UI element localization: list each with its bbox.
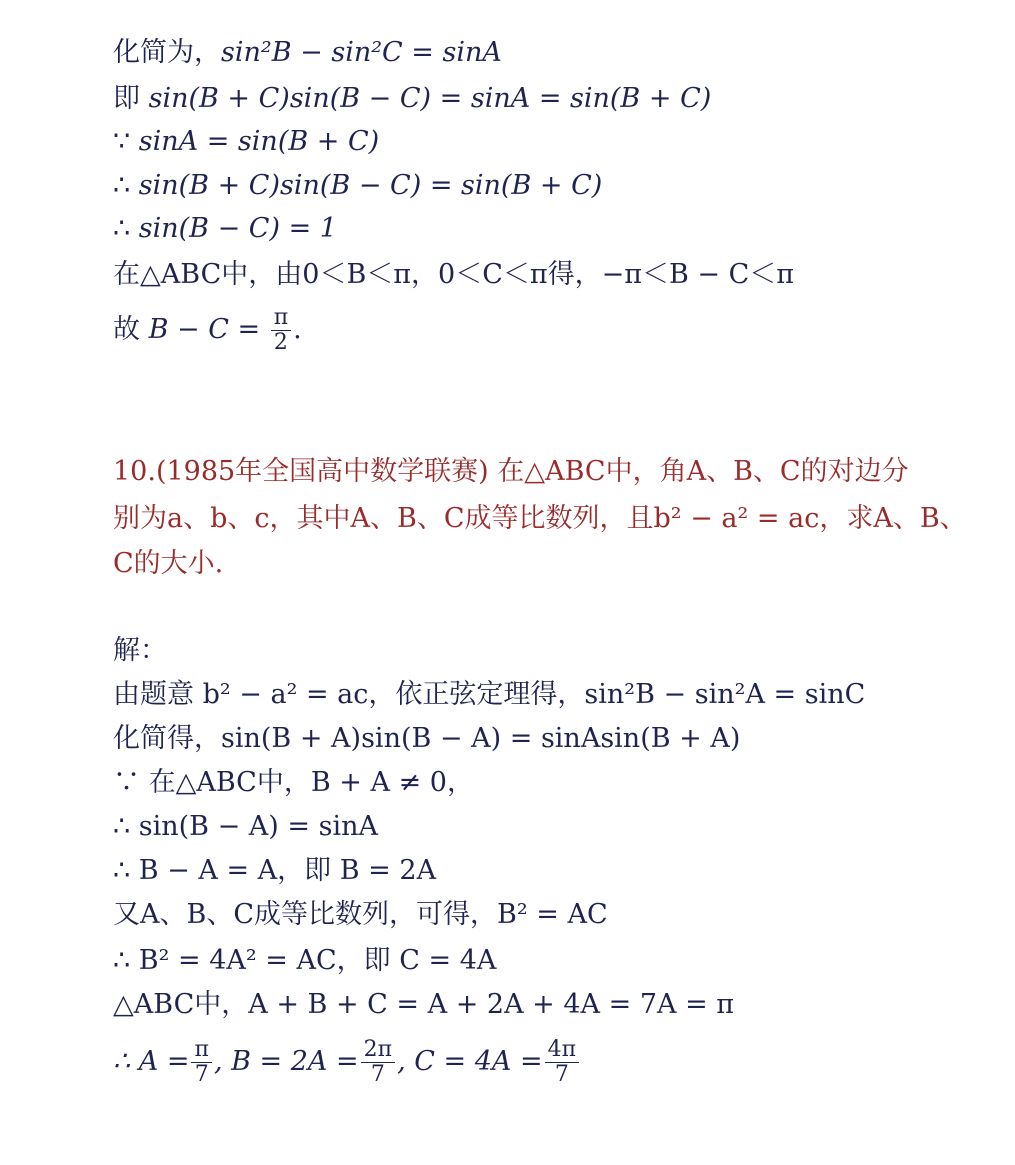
solution-line-8: △ABC中，A + B + C = A + 2A + 4A = 7A = π	[113, 989, 735, 1020]
fraction-numerator: π	[191, 1038, 211, 1063]
fraction-denominator: 7	[370, 1062, 385, 1087]
therefore-symbol: ∴	[113, 213, 139, 244]
solution-line-4: ∴ sin(B − A) = sinA	[113, 811, 379, 842]
solution-line-3: ∵ 在△ABC中，B + A ≠ 0，	[113, 767, 474, 798]
fraction	[271, 306, 291, 355]
fraction	[191, 1038, 211, 1087]
part1-line-7	[113, 306, 302, 355]
math-expression: sinA = sin(B + C)	[138, 126, 380, 157]
math-expression: sin(B − C) = 1	[138, 213, 337, 244]
math-expression: B − C =	[148, 314, 261, 345]
text: 在△ABC中，由0＜B＜π，0＜C＜π得，−π＜B − C＜π	[113, 259, 795, 290]
problem-line-2: 别为a、b、c，其中A、B、C成等比数列，且b² − a² = ac，求A、B、	[113, 503, 967, 534]
fraction-denominator: 7	[194, 1062, 209, 1087]
fraction	[545, 1038, 579, 1087]
math-expression: , C = 4A =	[397, 1046, 543, 1077]
fraction-denominator: 7	[554, 1062, 569, 1087]
text: 即	[113, 83, 149, 114]
part1-line-1	[113, 36, 502, 70]
problem-line-1: 10.(1985年全国高中数学联赛) 在△ABC中，角A、B、C的对边分	[113, 456, 909, 487]
solution-line-6: 又A、B、C成等比数列，可得，B² = AC	[113, 899, 608, 930]
math-expression: sin(B + C)sin(B − C) = sinA = sin(B + C)	[148, 83, 712, 114]
math-expression: , B = 2A =	[213, 1046, 359, 1077]
solution-header: 解：	[113, 635, 167, 666]
solution-line-1: 由题意 b² − a² = ac，依正弦定理得，sin²B − sin²A = sinC	[113, 679, 866, 710]
math-expression: ∴ A =	[113, 1046, 190, 1077]
therefore-symbol: ∴	[113, 170, 139, 201]
solution-line-2: 化简得，sin(B + A)sin(B − A) = sinAsin(B + A)	[113, 723, 741, 754]
part1-line-5	[113, 212, 337, 246]
text: .	[293, 314, 302, 345]
math-expression: sin(B + C)sin(B − C) = sin(B + C)	[138, 170, 603, 201]
part1-line-6	[113, 258, 794, 292]
text: 化简为，	[113, 37, 221, 68]
because-symbol: ∵	[113, 126, 139, 157]
solution-line-7: ∴ B² = 4A² = AC，即 C = 4A	[113, 945, 497, 976]
solution-line-9	[113, 1038, 581, 1087]
problem-line-3: C的大小.	[113, 548, 224, 579]
fraction-numerator: π	[271, 306, 291, 331]
fraction	[361, 1038, 395, 1087]
part1-line-4	[113, 169, 602, 203]
text: 故	[113, 314, 149, 345]
fraction-denominator: 2	[273, 330, 288, 355]
fraction-numerator: 4π	[545, 1038, 579, 1063]
fraction-numerator: 2π	[361, 1038, 395, 1063]
math-expression: sin²B − sin²C = sinA	[221, 37, 502, 68]
part1-line-3	[113, 125, 379, 159]
solution-line-5: ∴ B − A = A，即 B = 2A	[113, 855, 437, 886]
part1-line-2	[113, 82, 711, 116]
